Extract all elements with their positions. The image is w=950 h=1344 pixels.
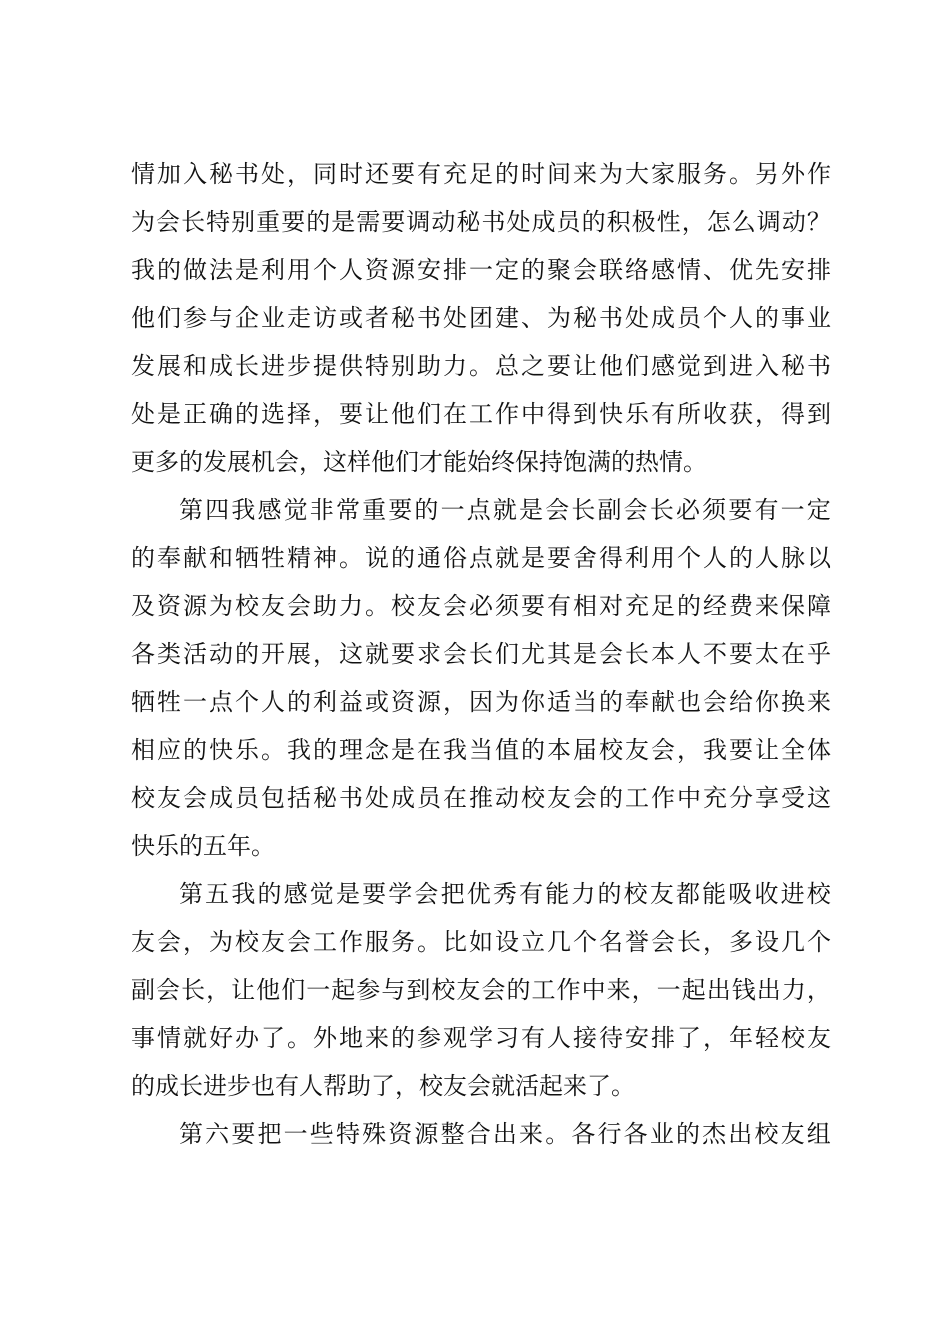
text-line: 情 加 入 秘 书 处 ， 同 时 还 要 有 充 足 的 时 间 来 为 大 家 服 务 。 另 外 作 (131, 160, 831, 188)
paragraph-first-line: 第 四 我 感 觉 非 常 重 要 的 一 点 就 是 会 长 副 会 长 必 须 要 有 一 定 (179, 496, 831, 524)
text-line: 校 友 会 成 员 包 括 秘 书 处 成 员 在 推 动 校 友 会 的 工 作 中 充 分 享 受 这 (131, 784, 831, 812)
text-line: 我 的 做 法 是 利 用 个 人 资 源 安 排 一 定 的 聚 会 联 络 感 情 、 优 先 安 排 (131, 256, 831, 284)
text-line: 副 会 长 ， 让 他 们 一 起 参 与 到 校 友 会 的 工 作 中 来 ， 一 起 出 钱 出 力 ， (131, 976, 831, 1004)
text-line: 友 会 ， 为 校 友 会 工 作 服 务 。 比 如 设 立 几 个 名 誉 会 长 ， 多 设 几 个 (131, 928, 831, 956)
text-line: 他 们 参 与 企 业 走 访 或 者 秘 书 处 团 建 、 为 秘 书 处 成 员 个 人 的 事 业 (131, 304, 831, 332)
text-line: 发 展 和 成 长 进 步 提 供 特 别 助 力 。 总 之 要 让 他 们 感 觉 到 进 入 秘 书 (131, 352, 831, 380)
text-line: 事 情 就 好 办 了 。 外 地 来 的 参 观 学 习 有 人 接 待 安 排 了 ， 年 轻 校 友 (131, 1024, 831, 1052)
text-line: 各 类 活 动 的 开 展 ， 这 就 要 求 会 长 们 尤 其 是 会 长 本 人 不 要 太 在 乎 (131, 640, 831, 668)
paragraph-first-line: 第 六 要 把 一 些 特 殊 资 源 整 合 出 来 。 各 行 各 业 的 杰 出 校 友 组 (179, 1120, 831, 1148)
text-line: 相 应 的 快 乐 。 我 的 理 念 是 在 我 当 值 的 本 届 校 友 会 ， 我 要 让 全 体 (131, 736, 831, 764)
body-text (131, 150, 831, 1158)
text-line: 牺 牲 一 点 个 人 的 利 益 或 资 源 ， 因 为 你 适 当 的 奉 献 也 会 给 你 换 来 (131, 688, 831, 716)
text-line: 快乐的五年。 (131, 832, 275, 860)
text-line: 更多的发展机会，这样他们才能始终保持饱满的热情。 (131, 448, 707, 476)
text-line: 的成长进步也有人帮助了，校友会就活起来了。 (131, 1072, 635, 1100)
text-line: 及 资 源 为 校 友 会 助 力 。 校 友 会 必 须 要 有 相 对 充 足 的 经 费 来 保 障 (131, 592, 831, 620)
text-line: 为 会 长 特 别 重 要 的 是 需 要 调 动 秘 书 处 成 员 的 积 极 性 ， 怎 么 调 动 ？ (131, 208, 831, 236)
text-line: 的 奉 献 和 牺 牲 精 神 。 说 的 通 俗 点 就 是 要 舍 得 利 用 个 人 的 人 脉 以 (131, 544, 831, 572)
text-line: 处 是 正 确 的 选 择 ， 要 让 他 们 在 工 作 中 得 到 快 乐 有 所 收 获 ， 得 到 (131, 400, 831, 428)
paragraph-first-line: 第 五 我 的 感 觉 是 要 学 会 把 优 秀 有 能 力 的 校 友 都 能 吸 收 进 校 (179, 880, 831, 908)
